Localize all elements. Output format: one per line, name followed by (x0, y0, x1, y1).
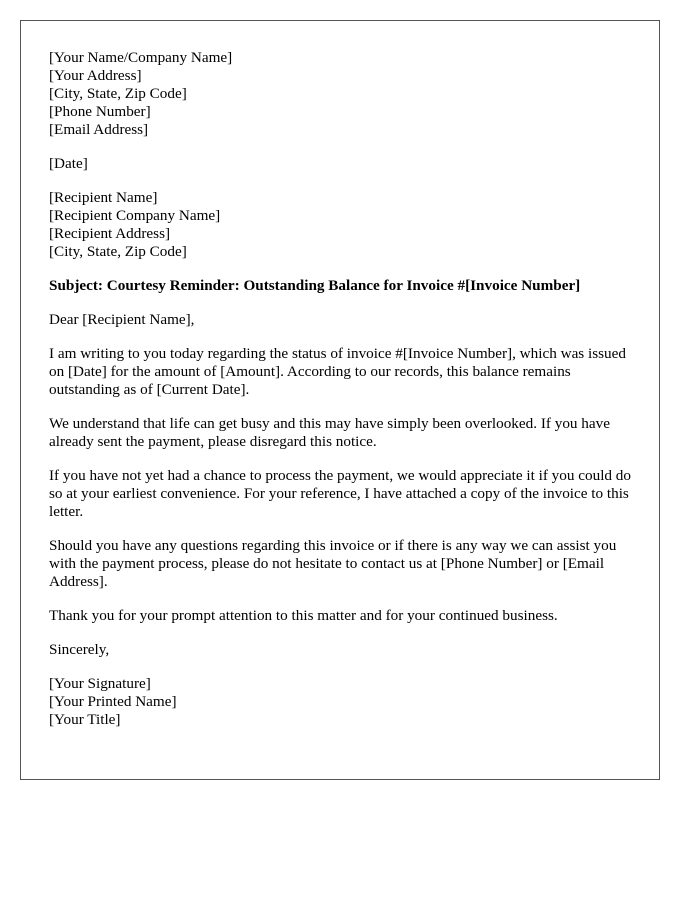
printed-name: [Your Printed Name] (49, 693, 177, 710)
closing: Sincerely, (49, 641, 110, 658)
recipient-city-state-zip: [City, State, Zip Code] (49, 243, 187, 260)
letter-body (49, 49, 639, 745)
sender-name: [Your Name/Company Name] (49, 49, 233, 66)
sender-city-state-zip: [City, State, Zip Code] (49, 85, 187, 102)
sender-address: [Your Address] (49, 67, 142, 84)
signature-line: [Your Signature] (49, 675, 151, 692)
paragraph-thanks: Thank you for your prompt attention to this matter and for your continued business. (49, 607, 558, 624)
signer-title: [Your Title] (49, 711, 121, 728)
sender-block (49, 49, 639, 139)
paragraph-overlooked: We understand that life can get busy and this may have simply been overlooked. If you have already sent the payment, please disregard this notice. (49, 415, 610, 450)
date-block (49, 155, 639, 173)
salutation: Dear [Recipient Name], (49, 311, 195, 328)
paragraph-status: I am writing to you today regarding the status of invoice #[Invoice Number], which was issued on [Date] for the amount of [Amount]. According to our records, this balance remains outstanding as of [Current Date]. (49, 345, 626, 398)
signature-block (49, 675, 639, 729)
recipient-name: [Recipient Name] (49, 189, 158, 206)
sender-email: [Email Address] (49, 121, 149, 138)
subject-line: Subject: Courtesy Reminder: Outstanding Balance for Invoice #[Invoice Number] (49, 277, 581, 294)
recipient-address: [Recipient Address] (49, 225, 171, 242)
sender-phone: [Phone Number] (49, 103, 151, 120)
paragraph-questions: Should you have any questions regarding this invoice or if there is any way we can assist you with the payment process, please do not hesitate to contact us at [Phone Number] or [Email Address]. (49, 537, 617, 590)
paragraph-request: If you have not yet had a chance to process the payment, we would appreciate it if you could do so at your earliest convenience. For your reference, I have attached a copy of the invoice to this letter. (49, 467, 631, 520)
letter-date: [Date] (49, 155, 88, 172)
recipient-company: [Recipient Company Name] (49, 207, 221, 224)
recipient-block (49, 189, 639, 261)
letter-frame (20, 20, 660, 780)
